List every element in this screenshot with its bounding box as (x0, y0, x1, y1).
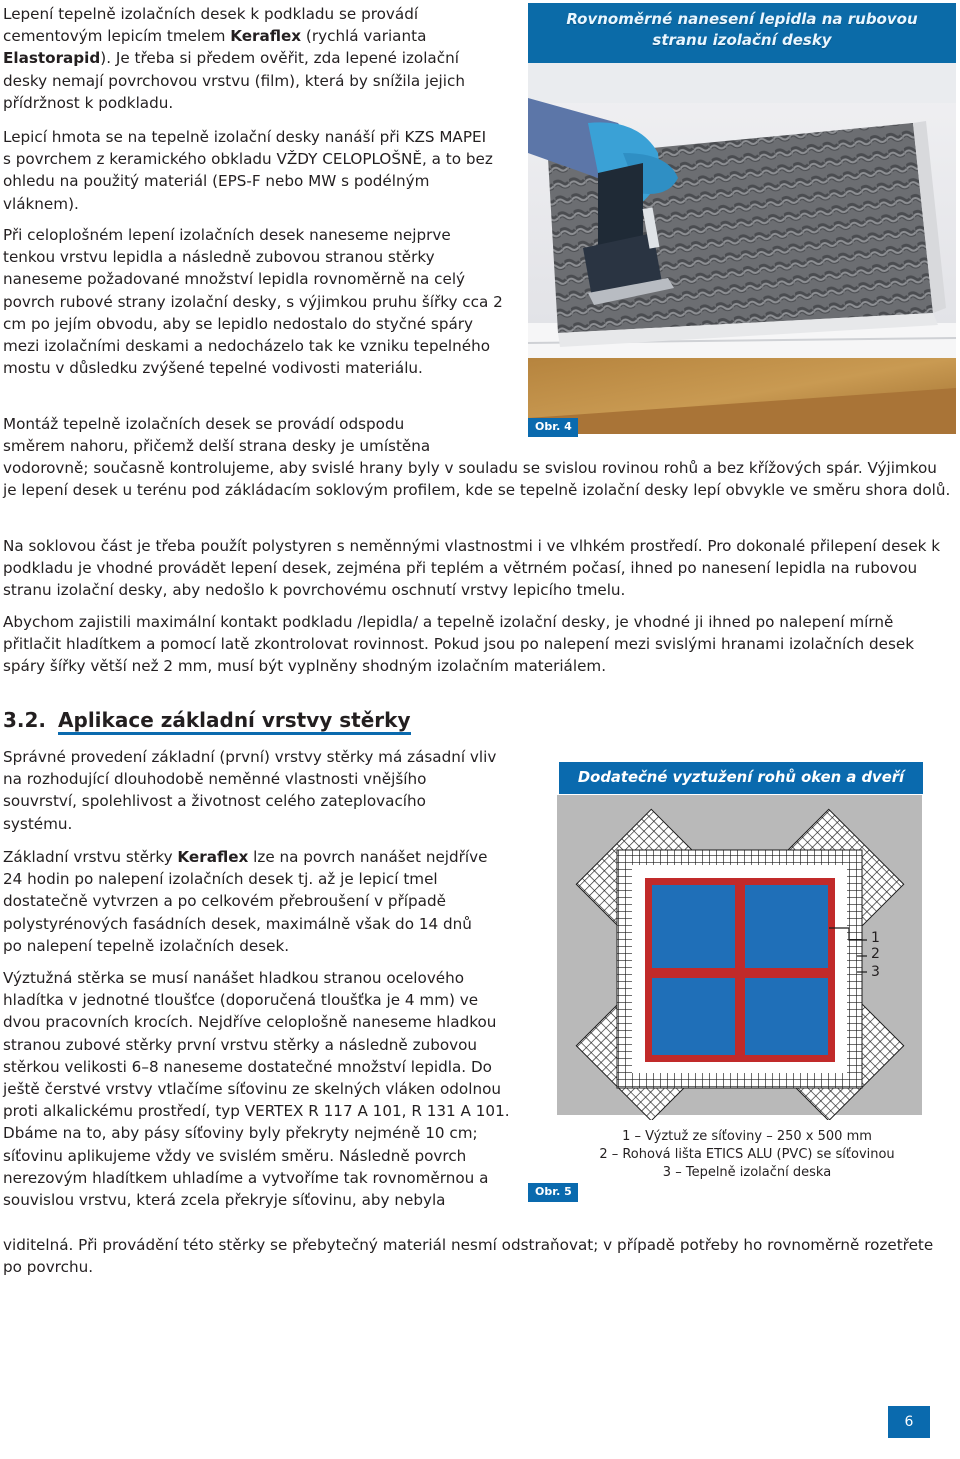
adhesive-application-photo (528, 3, 956, 434)
diagram-label-1: 1 (871, 930, 880, 946)
reinforcement-paragraph: Výztužná stěrka se musí nanášet hladkou stranou ocelového hladítka v jednotné tloušťce (doporučená tloušťka je 4 mm) ve dvou pracovních krocích. Nejdříve celoplošně naneseme hladkou stranou zubové stěrky první vrstvu stěrky a následně zubovou stěrkou velikosti 6–8 naneseme dostatečné množství lepidla. Do ještě čerstvé vrstvy vtlačíme síťovinu ze skelných vláken odolnou proti alkalickému prostředí, typ VERTEX R 117 A 101, R 131 A 101. Dbáme na to, aby pásy síťoviny byly překryty nejméně 10 cm; síťovinu aplikujeme vždy ve svislém směru. Následně povrch nerezovým hladítkem uhladíme a vytvoříme tak rovnoměrnou a souvislou vrstvu, která zcela překryje síťovinu, aby nebyla (3, 969, 510, 1210)
figure-label-obr4: Obr. 4 (528, 418, 578, 437)
section-number: 3.2. (3, 708, 47, 732)
figure-title: Dodatečné vyztužení rohů oken a dveří (559, 762, 923, 794)
diagram-label-3: 3 (871, 964, 880, 980)
photo-illustration (528, 3, 956, 434)
diagram-label-2: 2 (871, 946, 880, 962)
photo-caption: Rovnoměrné nanesení lepidla na rubovou stranu izolační desky (566, 10, 918, 49)
application-paragraph: Při celoplošném lepení izolačních desek naneseme nejprve tenkou vrstvu lepidla a následně zubovou stranou stěrky naneseme požadované množství lepidla rovnoměrně na celý povrch rubové strany izolační desky, s výjimkou pruhu šířky cca 2 cm po jejím obvodu, aby se lepidlo nedostalo do styčné spáry mezi izolačními deskami a nedocházelo tak ke vzniku tepelného mostu v důsledku zvýšené tepelné vodivosti materiálu. (3, 226, 503, 378)
figure-label-obr5: Obr. 5 (528, 1183, 578, 1202)
intro-paragraph: Lepení tepelně izolačních desek k podkladu se provádí cementovým lepicím tmelem Keraflex (rychlá varianta Elastorapid). Je třeba si předem ověřit, zda lepené izolační desky nemají povrchovou vrstvu (film), která by snížila jejich přídržnost k podkladu. (3, 5, 465, 112)
page-number: 6 (888, 1406, 930, 1438)
keraflex-timing-paragraph: Základní vrstvu stěrky Keraflex lze na povrch nanášet nejdříve 24 hodin po nalepení izolačních desek tj. až je lepicí tmel dostatečně vytvrzen a po celkovém přebroušení v případě polystyrénových fasádních desek, maximálně však do 14 dnů po nalepení tepelně izolačních desek. (3, 848, 488, 955)
section-heading (3, 708, 411, 732)
base-coat-intro-paragraph: Správné provedení základní (první) vrstvy stěrky má zásadní vliv na rozhodující dlouhodobě neměnné vlastnosti vnějšího souvrství, spolehlivost a životnost celého zateplovacího systému. (3, 748, 497, 833)
product-name-keraflex: Keraflex (230, 27, 302, 46)
mounting-paragraph-start: Montáž tepelně izolačních desek se provádí odspodu směrem nahoru, přičemž delší strana desky je umístěna (3, 415, 431, 456)
window-reinforcement-figure (527, 750, 957, 1204)
full-surface-paragraph: Lepicí hmota se na tepelně izolační desky nanáší při KZS MAPEI s povrchem z keramického obkladu VŽDY CELOPLOŠNĚ, a to bez ohledu na použitý materiál (EPS-F nebo MW s podélným vláknem). (3, 128, 493, 213)
reinforcement-paragraph-end: viditelná. Při provádění této stěrky se přebytečný materiál nesmí odstraňovat; v případě potřeby ho rovnoměrně rozetřete po povrchu. (3, 1236, 934, 1277)
plinth-paragraph: Na soklovou část je třeba použít polystyren s neměnnými vlastnostmi i ve vlhkém prostředí. Pro dokonalé přilepení desek k podkladu je vhodné provádět lepení desek, zejména při teplém a větrném počasí, ihned po nanesení lepidla na rubovou stranu izolační desky, aby nedošlo k povrchovému oschnutí vrstvy lepicího tmelu. (3, 537, 941, 600)
product-name-keraflex-2: Keraflex (177, 848, 249, 866)
section-title: Aplikace základní vrstvy stěrky (58, 708, 410, 735)
mounting-paragraph-rest: vodorovně; současně kontrolujeme, aby svislé hrany byly v souladu se svislou rovinou rohů a bez křížových spár. Výjimkou je lepení desek u terénu pod zákládacím soklovým profilem, kde se tepelně izolační desky lepí obvykle ve směru shora dolů. (3, 459, 951, 500)
legend-item-3: 3 – Tepelně izolační deska (662, 1165, 832, 1180)
contact-paragraph: Abychom zajistili maximální kontakt podkladu /lepidla/ a tepelně izolační desky, je vhodné ji ihned po nalepení mírně přitlačit hladítkem a pomocí latě zkontrolovat rovinnost. Pokud jsou po nalepení mezi svislými hranami izolačních desek spáry šířky větší než 2 mm, musí být vyplněny shodným izolačním materiálem. (3, 613, 915, 676)
legend-item-1: 1 – Výztuž ze síťoviny – 250 x 500 mm (622, 1129, 872, 1144)
figure-legend (557, 1128, 937, 1182)
window-reinforcement-diagram (527, 750, 957, 1120)
product-name-elastorapid: Elastorapid (3, 49, 101, 68)
legend-item-2: 2 – Rohová lišta ETICS ALU (PVC) se síťovinou (599, 1147, 895, 1162)
